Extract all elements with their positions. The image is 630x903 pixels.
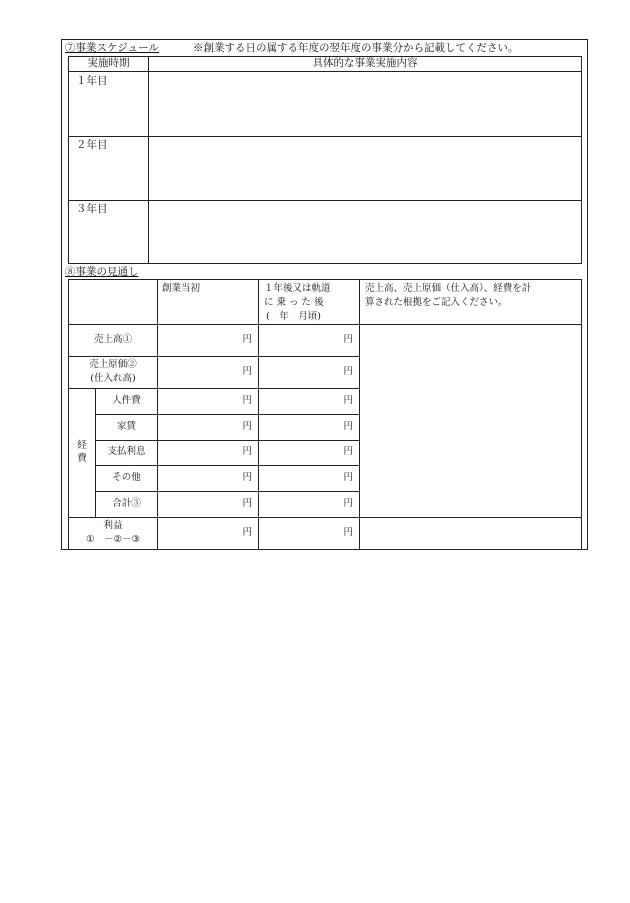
schedule-divider — [148, 56, 149, 263]
unit-yen[interactable]: 円 — [242, 498, 252, 509]
unit-yen[interactable]: 円 — [343, 366, 353, 377]
col-period-header: 実施時期 — [87, 57, 130, 69]
unit-yen[interactable]: 円 — [242, 421, 252, 432]
year-2-label: ２年目 — [76, 139, 108, 151]
outlook-right-line — [581, 279, 582, 549]
outlook-bottom-line — [68, 549, 582, 550]
outlook-row-line — [68, 388, 359, 389]
outlook-left-line — [68, 279, 69, 549]
outlook-title: ⑧事業の見通し — [65, 266, 139, 278]
outlook-row-line — [68, 517, 582, 518]
unit-yen[interactable]: 円 — [242, 472, 252, 483]
unit-yen[interactable]: 円 — [343, 498, 353, 509]
unit-yen[interactable]: 円 — [242, 366, 252, 377]
unit-yen[interactable]: 円 — [242, 395, 252, 406]
schedule-row-line — [68, 136, 582, 137]
basis-header: 算された根拠をご記入ください。 — [365, 297, 508, 308]
outlook-header-line — [68, 324, 582, 325]
year-1-label: １年目 — [76, 75, 108, 87]
year-3-label: ３年目 — [76, 203, 108, 215]
row-personnel-label: 人件費 — [112, 395, 141, 406]
col-content-header: 具体的な事業実施内容 — [312, 57, 418, 69]
schedule-row-line — [68, 200, 582, 201]
col-after-header: １年後又は軌道 — [264, 283, 331, 294]
row-profit-label: ① －②－③ — [85, 534, 141, 545]
row-total-label: 合計③ — [112, 498, 141, 509]
basis-header: 売上高、売上原価（仕入高）、経費を計 — [365, 283, 532, 294]
outlook-row-line — [95, 491, 359, 492]
schedule-note: ※創業する日の属する年度の翌年度の事業分から記載してください。 — [193, 42, 519, 54]
expenses-label: 費 — [77, 453, 87, 464]
row-sales-label: 売上高① — [93, 334, 132, 345]
col-after-header: ( 年 月頃) — [266, 311, 321, 322]
col-initial-header: 創業当初 — [162, 283, 201, 294]
schedule-title: ⑦事業スケジュール — [65, 42, 159, 54]
unit-yen[interactable]: 円 — [343, 334, 353, 345]
unit-yen[interactable]: 円 — [343, 446, 353, 457]
unit-yen[interactable]: 円 — [343, 395, 353, 406]
outlook-row-line — [95, 465, 359, 466]
expenses-label: 経 — [77, 440, 87, 451]
unit-yen[interactable]: 円 — [242, 527, 252, 538]
row-rent-label: 家賃 — [116, 421, 136, 432]
schedule-header-line — [68, 71, 582, 72]
col-after-header: に 乗 っ た 後 — [264, 297, 324, 308]
outlook-divider — [359, 279, 360, 549]
row-profit-label: 利益 — [103, 520, 123, 531]
unit-yen[interactable]: 円 — [343, 472, 353, 483]
schedule-right-line — [581, 56, 582, 263]
outlook-top-line — [68, 279, 582, 280]
outlook-row-line — [68, 356, 359, 357]
schedule-bottom-line — [68, 263, 582, 264]
unit-yen[interactable]: 円 — [242, 446, 252, 457]
row-other-label: その他 — [112, 472, 141, 483]
unit-yen[interactable]: 円 — [242, 334, 252, 345]
outlook-row-line — [95, 440, 359, 441]
outlook-row-line — [95, 414, 359, 415]
schedule-left-line — [68, 56, 69, 263]
unit-yen[interactable]: 円 — [343, 421, 353, 432]
row-cogs-label: (仕入れ高) — [90, 373, 136, 384]
row-interest-label: 支払利息 — [107, 446, 146, 457]
unit-yen[interactable]: 円 — [343, 527, 353, 538]
row-cogs-label: 売上原価② — [89, 359, 137, 370]
